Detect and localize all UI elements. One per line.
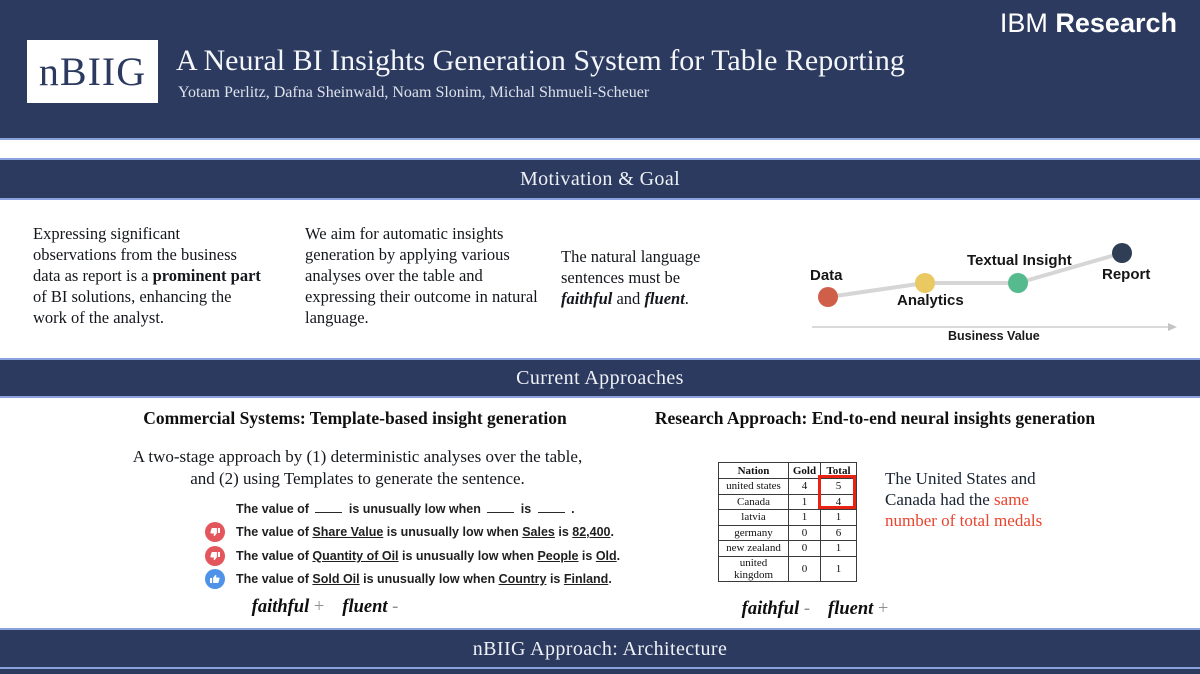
template-sentence: The value of Quantity of Oil is unusually low when People is Old.	[236, 548, 621, 563]
table-cell: 4	[789, 479, 821, 495]
table-row	[719, 556, 857, 581]
verdict-word: faithful	[741, 599, 800, 619]
verdict-sign: -	[803, 599, 811, 619]
thumbs-down-icon	[205, 522, 225, 542]
table-header-cell: Gold	[789, 463, 821, 479]
motivation-col3-fluent: fluent	[644, 288, 685, 308]
data-node-label: Data	[810, 267, 843, 284]
motivation-col2: We aim for automatic insights generation by applying various analyses over the table and expressing their outcome in natural language.	[305, 224, 538, 327]
verdict-word: faithful	[251, 597, 310, 617]
verdict-word: fluent	[342, 597, 388, 617]
verdict-sign: +	[877, 599, 889, 619]
verdict-sign: +	[313, 597, 325, 617]
blank-slot	[315, 502, 342, 513]
table-cell: 5	[821, 479, 857, 495]
blank-slot	[487, 502, 514, 513]
analytics-node-circle	[915, 273, 935, 293]
table-cell: latvia	[719, 510, 789, 526]
template-sentence: The value of Share Value is unusually low when Sales is 82,400.	[236, 525, 614, 540]
table-cell: germany	[719, 525, 789, 541]
banner-hairline	[0, 667, 1200, 669]
insight-red-text: same number of total medals	[885, 490, 1043, 531]
thumbs-up-icon	[205, 569, 225, 589]
example-icon-cell	[205, 569, 236, 589]
template-example-row	[205, 497, 620, 521]
table-cell: 0	[789, 541, 821, 557]
verdict-word: fluent	[828, 599, 874, 619]
analytics-node-label: Analytics	[897, 292, 964, 309]
nbiig-logo	[27, 40, 158, 103]
ibm-research-logo	[1000, 8, 1177, 39]
research-wordmark: Research	[1055, 8, 1177, 38]
motivation-col3-faithful: faithful	[561, 288, 613, 308]
verdict-right	[665, 599, 965, 620]
table-cell: united states	[719, 479, 789, 495]
table-header-cell: Total	[821, 463, 857, 479]
template-example-row	[205, 544, 620, 568]
table-cell: 1	[821, 541, 857, 557]
medals-table-header-row	[719, 463, 857, 479]
business-value-label: Business Value	[948, 329, 1040, 343]
data-node-circle	[818, 287, 838, 307]
blank-slot	[538, 502, 565, 513]
example-icon-cell	[205, 546, 236, 566]
motivation-col1-bold: prominent part	[152, 265, 261, 285]
table-row	[719, 479, 857, 495]
motivation-col1-post: of BI solutions, enhancing the work of the analyst.	[33, 286, 232, 327]
report-node-label: Report	[1102, 266, 1151, 283]
table-cell: 6	[821, 525, 857, 541]
motivation-col1-text: Expressing significant observations from the business data as report is a	[33, 224, 237, 285]
example-icon-cell	[205, 522, 236, 542]
section-title: Current Approaches	[516, 367, 684, 389]
poster-authors: Yotam Perlitz, Dafna Sheinwald, Noam Slonim, Michal Shmueli-Scheuer	[178, 84, 650, 101]
motivation-col1	[33, 224, 261, 329]
table-cell: Canada	[719, 494, 789, 510]
ibm-wordmark: IBM	[999, 8, 1048, 38]
header	[0, 0, 1200, 140]
motivation-col3	[561, 247, 721, 310]
table-cell: united kingdom	[719, 556, 789, 581]
motivation-col3-mid: and	[612, 288, 645, 308]
textual-insight-node-label: Textual Insight	[967, 252, 1072, 269]
research-approach-heading: Research Approach: End-to-end neural insights generation	[654, 408, 1096, 428]
commercial-systems-body: A two-stage approach by (1) deterministic analyses over the table, and (2) using Templates to generate the sentence.	[132, 447, 583, 489]
motivation-col3-period: .	[684, 288, 689, 308]
table-cell: 0	[789, 525, 821, 541]
textual-insight-node-circle	[1008, 273, 1028, 293]
table-cell: new zealand	[719, 541, 789, 557]
table-header-cell: Nation	[719, 463, 789, 479]
section-banner-current-approaches	[0, 358, 1200, 398]
section-banner-architecture	[0, 628, 1200, 674]
nbiig-logo-text: nBIIG	[38, 49, 147, 94]
report-node-circle	[1112, 243, 1132, 263]
table-cell: 1	[821, 510, 857, 526]
verdict-sign: -	[392, 597, 399, 617]
table-cell: 1	[821, 556, 857, 581]
thumbs-down-icon	[205, 546, 225, 566]
section-title: Motivation & Goal	[519, 168, 681, 190]
insight-plain-text: The United States and Canada had the	[885, 469, 1036, 510]
table-cell: 0	[789, 556, 821, 581]
business-value-diagram	[780, 230, 1200, 350]
neural-insight-text	[885, 468, 1070, 531]
motivation-col3-text: The natural language sentences must be	[561, 247, 701, 287]
business-value-chart	[780, 230, 1200, 350]
template-sentence: The value of is unusually low when is .	[236, 501, 575, 516]
table-row	[719, 494, 857, 510]
template-example-row	[205, 521, 620, 545]
medals-table	[718, 462, 857, 582]
poster-title: A Neural BI Insights Generation System for Table Reporting	[176, 44, 905, 77]
commercial-systems-heading: Commercial Systems: Template-based insight generation	[143, 408, 567, 428]
table-row	[719, 510, 857, 526]
section-title: nBIIG Approach: Architecture	[472, 638, 728, 660]
template-sentence: The value of Sold Oil is unusually low when Country is Finland.	[236, 572, 612, 587]
template-example-row	[205, 568, 620, 592]
section-banner-motivation	[0, 158, 1200, 200]
table-row	[719, 525, 857, 541]
verdict-left	[175, 597, 475, 618]
template-examples	[205, 497, 620, 591]
table-cell: 1	[789, 494, 821, 510]
table-cell: 1	[789, 510, 821, 526]
table-cell: 4	[821, 494, 857, 510]
axis-arrowhead-icon	[1168, 323, 1177, 331]
table-row	[719, 541, 857, 557]
